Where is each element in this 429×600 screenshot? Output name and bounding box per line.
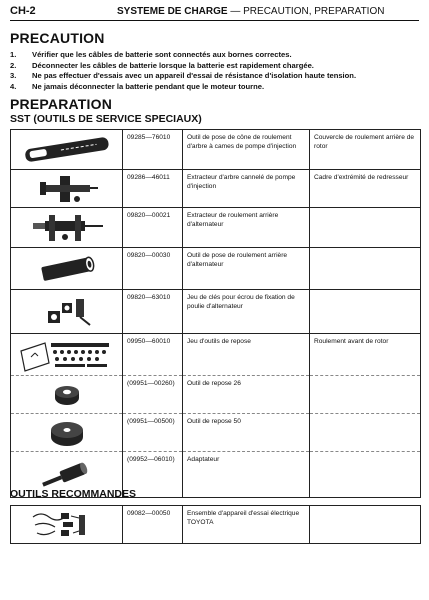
tool-image-cell (11, 208, 123, 248)
replacer-50-icon (11, 418, 122, 448)
part-number: 09285—76010 (123, 130, 183, 170)
tool-note (310, 506, 421, 544)
installer-set-icon (11, 337, 122, 373)
tool-image-cell (11, 290, 123, 334)
table-row (11, 506, 421, 544)
tool-image-cell (11, 506, 123, 544)
item-text: Vérifier que les câbles de batterie sont connectés aux bornes correctes. (32, 50, 292, 59)
tool-image-cell (11, 376, 123, 414)
part-number: 09820—63010 (123, 290, 183, 334)
page-header (117, 6, 384, 17)
tool-description: Jeu de clés pour écrou de fixation de poulie d'alternateur (183, 290, 310, 334)
section-title: SYSTEME DE CHARGE (117, 6, 228, 17)
wrench-set-icon (11, 295, 122, 329)
part-number: 09820—00021 (123, 208, 183, 248)
part-number: (09951—00500) (123, 414, 183, 452)
part-number: 09950—60010 (123, 334, 183, 376)
item-text: Ne jamais déconnecter la batterie pendant que le moteur tourne. (32, 81, 265, 91)
tool-image-cell (11, 130, 123, 170)
precaution-item (10, 82, 420, 93)
precaution-item (10, 50, 420, 61)
tool-note (310, 452, 421, 498)
item-number: 3. (10, 71, 17, 80)
sst-heading: SST (OUTILS DE SERVICE SPECIAUX) (10, 113, 202, 125)
table-row (11, 248, 421, 290)
part-number: (09951—00260) (123, 376, 183, 414)
tool-description: Extracteur d'arbre cannelé de pompe d'injection (183, 170, 310, 208)
tool-description: Outil de repose 26 (183, 376, 310, 414)
item-text: Déconnecter les câbles de batterie lorsque la batterie est rapidement chargée. (32, 60, 314, 70)
replacer-26-icon (11, 382, 122, 408)
tool-note: Couvercle de roulement arrière de rotor (310, 130, 421, 170)
header-divider (10, 20, 419, 21)
bearing-replacer-icon (11, 254, 122, 284)
bearing-puller-icon (11, 211, 122, 245)
tool-description: Outil de pose de cône de roulement d'arbre à cames de pompe d'injection (183, 130, 310, 170)
tool-note (310, 376, 421, 414)
tool-note (310, 290, 421, 334)
table-row (11, 376, 421, 414)
tool-note (310, 414, 421, 452)
header-separator: — (230, 6, 241, 17)
section-subtitle: PRECAUTION, PREPARATION (243, 6, 385, 17)
item-number: 4. (10, 81, 17, 91)
sst-table (10, 129, 421, 498)
recommended-tools-table (10, 505, 421, 544)
precaution-item (10, 61, 420, 72)
adapter-icon (11, 458, 122, 492)
table-row (11, 290, 421, 334)
tool-description: Jeu d'outils de repose (183, 334, 310, 376)
tool-description: Ensemble d'appareil d'essai électrique TOYOTA (183, 506, 310, 544)
table-row (11, 208, 421, 248)
tool-image-cell (11, 414, 123, 452)
tool-note: Roulement avant de rotor (310, 334, 421, 376)
item-text: Ne pas effectuer d'essais avec un appareil d'essai de résistance d'isolation haute tension. (32, 71, 357, 80)
part-number: 09286—46011 (123, 170, 183, 208)
table-row (11, 130, 421, 170)
part-number: (09952—06010) (123, 452, 183, 498)
tool-description: Adaptateur (183, 452, 310, 498)
tool-description: Outil de pose de roulement arrière d'alternateur (183, 248, 310, 290)
tool-description: Extracteur de roulement arrière d'alternateur (183, 208, 310, 248)
preparation-heading: PREPARATION (10, 96, 113, 112)
table-row (11, 170, 421, 208)
precaution-heading: PRECAUTION (10, 30, 105, 46)
table-row (11, 334, 421, 376)
spline-shaft-puller-icon (11, 172, 122, 206)
precaution-list (10, 50, 420, 92)
recommended-tools-heading: OUTILS RECOMMANDES (10, 488, 136, 500)
table-row (11, 414, 421, 452)
cone-race-installer-icon (11, 135, 122, 165)
part-number: 09820—00030 (123, 248, 183, 290)
item-number: 2. (10, 60, 17, 70)
tool-note (310, 208, 421, 248)
electrical-tester-set-icon (11, 509, 122, 541)
precaution-item (10, 71, 420, 82)
tool-note (310, 248, 421, 290)
tool-image-cell (11, 170, 123, 208)
item-number: 1. (10, 50, 17, 59)
tool-image-cell (11, 248, 123, 290)
tool-note: Cadre d'extrémité de redresseur (310, 170, 421, 208)
part-number: 09082—00050 (123, 506, 183, 544)
tool-description: Outil de repose 50 (183, 414, 310, 452)
tool-image-cell (11, 334, 123, 376)
page-code: CH-2 (10, 5, 36, 17)
